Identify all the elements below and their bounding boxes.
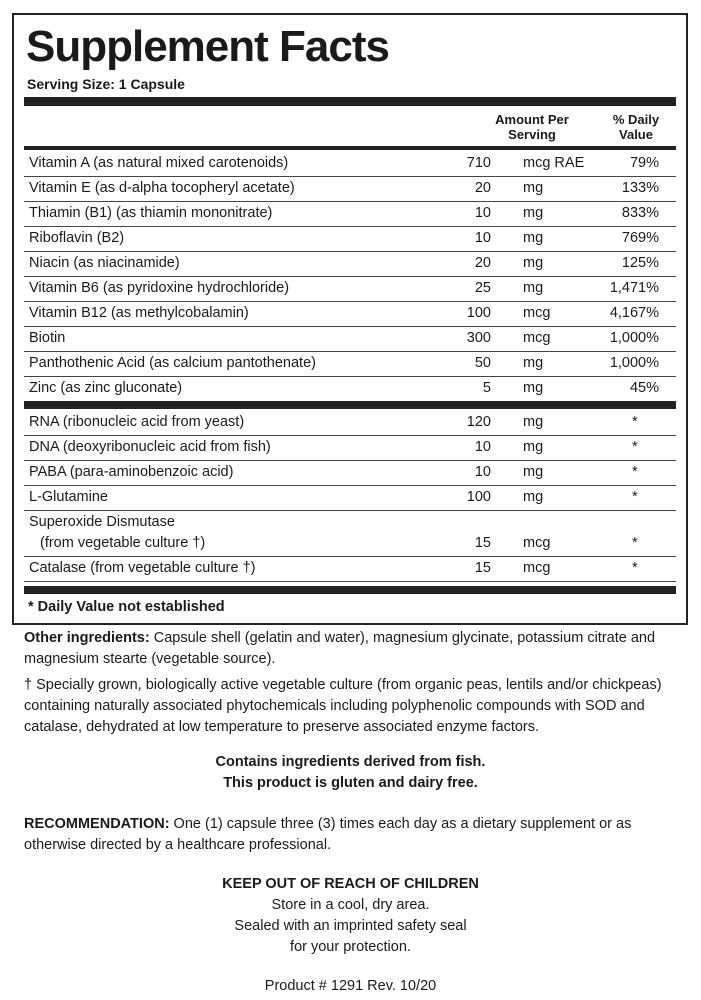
- table-row: [24, 485, 676, 511]
- amount-unit: mg: [523, 489, 544, 505]
- table-row: [24, 410, 676, 436]
- amount-value: 25: [474, 280, 491, 296]
- amount-unit: mcg: [523, 305, 551, 321]
- daily-value: 1,000%: [609, 355, 659, 371]
- daily-value: 45%: [629, 380, 659, 396]
- nutrient-name: Riboflavin (B2): [29, 230, 125, 246]
- amount-unit: mcg: [523, 560, 551, 576]
- amount-unit: mg: [523, 205, 544, 221]
- amount-unit: mg: [523, 230, 544, 246]
- table-row: [24, 151, 676, 177]
- storage-block: KEEP OUT OF REACH OF CHILDREN Store in a cool, dry area. Sealed with an imprinted safety seal for your protection.: [0, 874, 701, 958]
- nutrient-name: Vitamin A (as natural mixed carotenoids): [29, 155, 289, 171]
- daily-value: 133%: [621, 180, 659, 196]
- amount-unit: mg: [523, 180, 544, 196]
- supplement-facts-panel: [12, 13, 688, 625]
- amount-unit: mg: [523, 355, 544, 371]
- table-row: [24, 176, 676, 202]
- amount-value: 10: [474, 464, 491, 480]
- recommendation: RECOMMENDATION: One (1) capsule three (3) times each day as a dietary supplement or as otherwise directed by a healthcare professional.: [24, 816, 632, 853]
- table-row: [24, 435, 676, 461]
- amount-unit: mg: [523, 439, 544, 455]
- header-divider: [24, 146, 676, 150]
- daily-value: 125%: [621, 255, 659, 271]
- nutrient-name: Zinc (as zinc gluconate): [29, 380, 183, 396]
- allergen-statement: Contains ingredients derived from fish. This product is gluten and dairy free.: [215, 754, 486, 791]
- section-divider: [24, 401, 676, 409]
- table-row: [24, 556, 676, 582]
- col-amount-header: Amount Per Serving: [495, 112, 569, 142]
- nutrient-name: Panthothenic Acid (as calcium pantothenate): [29, 355, 316, 371]
- other-ingredients: Other ingredients: Capsule shell (gelatin and water), magnesium glycinate, potassium citrate and magnesium stearte (vegetable source).: [24, 630, 656, 667]
- amount-unit: mcg: [523, 535, 551, 551]
- table-row: [24, 201, 676, 227]
- nutrient-name: PABA (para-aminobenzoic acid): [29, 464, 234, 480]
- amount-value: 15: [474, 560, 491, 576]
- nutrient-name: Superoxide Dismutase: [29, 514, 175, 530]
- table-row: [24, 251, 676, 277]
- daily-value: *: [632, 535, 638, 551]
- amount-value: 10: [474, 439, 491, 455]
- nutrient-name: Thiamin (B1) (as thiamin mononitrate): [29, 205, 273, 221]
- nutrient-name: L-Glutamine: [29, 489, 108, 505]
- daily-value: 79%: [629, 155, 659, 171]
- amount-value: 10: [474, 205, 491, 221]
- nutrient-name: Vitamin E (as d-alpha tocopheryl acetate): [29, 180, 295, 196]
- nutrient-name: Biotin: [29, 330, 66, 346]
- table-row: [24, 276, 676, 302]
- amount-value: 100: [466, 489, 491, 505]
- amount-value: 15: [474, 535, 491, 551]
- amount-unit: mg: [523, 280, 544, 296]
- table-row: [24, 326, 676, 352]
- daily-value: *: [632, 439, 638, 455]
- daily-value: 1,000%: [609, 330, 659, 346]
- daily-value: *: [632, 464, 638, 480]
- nutrient-name: Vitamin B12 (as methylcobalamin): [29, 305, 249, 321]
- daily-value: 4,167%: [609, 305, 659, 321]
- daily-value-footnote: * Daily Value not established: [28, 599, 225, 615]
- bottom-divider: [24, 586, 676, 594]
- nutrient-name-continued: (from vegetable culture †): [40, 535, 206, 551]
- amount-value: 100: [466, 305, 491, 321]
- amount-value: 20: [474, 180, 491, 196]
- amount-value: 20: [474, 255, 491, 271]
- product-number: Product # 1291 Rev. 10/20: [264, 978, 437, 994]
- panel-title: Supplement Facts: [26, 22, 389, 71]
- amount-value: 50: [474, 355, 491, 371]
- nutrient-name: Niacin (as niacinamide): [29, 255, 180, 271]
- amount-unit: mcg RAE: [523, 155, 585, 171]
- table-row: [24, 460, 676, 486]
- amount-value: 10: [474, 230, 491, 246]
- amount-value: 120: [466, 414, 491, 430]
- serving-size: Serving Size: 1 Capsule: [27, 76, 185, 92]
- amount-value: 710: [466, 155, 491, 171]
- nutrient-name: DNA (deoxyribonucleic acid from fish): [29, 439, 271, 455]
- keep-out-heading: KEEP OUT OF REACH OF CHILDREN: [222, 876, 479, 892]
- daily-value: 833%: [621, 205, 659, 221]
- table-row: [24, 510, 676, 557]
- daily-value: 1,471%: [609, 280, 659, 296]
- daily-value: *: [632, 560, 638, 576]
- daily-value: 769%: [621, 230, 659, 246]
- amount-value: 5: [482, 380, 491, 396]
- table-row: [24, 226, 676, 252]
- nutrient-name: Catalase (from vegetable culture †): [29, 560, 256, 576]
- table-row: [24, 376, 676, 402]
- culture-note: † Specially grown, biologically active vegetable culture (from organic peas, lentils and/or chickpeas) containing naturally associated phytochemicals including polyphenolic compounds with SOD and catalase, dehydrated at low temperature to preserve associated enzyme factors.: [24, 677, 662, 735]
- daily-value: *: [632, 489, 638, 505]
- nutrient-name: Vitamin B6 (as pyridoxine hydrochloride): [29, 280, 290, 296]
- table-row: [24, 351, 676, 377]
- col-dv-header: % Daily Value: [612, 112, 660, 142]
- amount-unit: mg: [523, 414, 544, 430]
- amount-unit: mcg: [523, 330, 551, 346]
- nutrient-name: RNA (ribonucleic acid from yeast): [29, 414, 245, 430]
- amount-unit: mg: [523, 464, 544, 480]
- table-row: [24, 301, 676, 327]
- amount-unit: mg: [523, 255, 544, 271]
- daily-value: *: [632, 414, 638, 430]
- amount-unit: mg: [523, 380, 544, 396]
- amount-value: 300: [466, 330, 491, 346]
- thick-divider: [24, 97, 676, 106]
